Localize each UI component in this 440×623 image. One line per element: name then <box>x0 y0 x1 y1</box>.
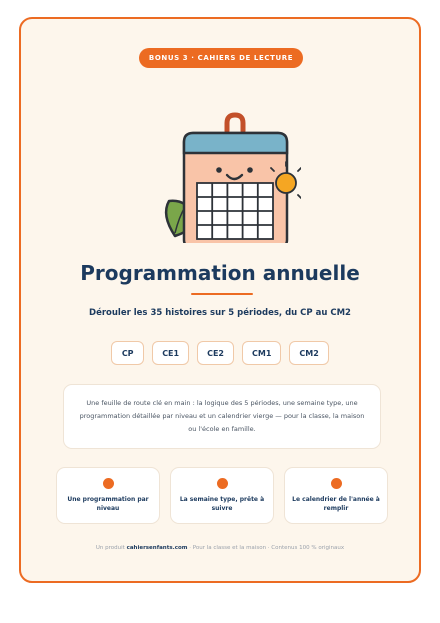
description-text: Une feuille de route clé en main : la logique des 5 périodes, une semaine type, une programmation détaillée par niveau et un calendrier vierge — pour la classe, la maison ou l'école en famille. <box>79 399 365 433</box>
feature-label: Le calendrier de l'année à remplir <box>292 496 380 512</box>
footer-brand-link[interactable]: cahiersenfants.com <box>126 545 188 551</box>
description-box <box>63 384 381 449</box>
feature-list <box>56 467 388 524</box>
level-chips <box>21 341 419 365</box>
calendar-illustration <box>141 93 301 243</box>
bullet-dot-icon <box>103 478 114 489</box>
bullet-dot-icon <box>217 478 228 489</box>
bullet-dot-icon <box>331 478 342 489</box>
level-chip-cm2: CM2 <box>289 341 328 365</box>
feature-card <box>284 467 388 524</box>
feature-label: Une programmation par niveau <box>67 496 149 512</box>
cover-card <box>19 17 421 583</box>
footer-suffix: · Pour la classe et la maison · Contenus 100 % originaux <box>189 545 345 551</box>
level-chip-cm1: CM1 <box>242 341 281 365</box>
title-divider <box>191 293 253 295</box>
section-badge: BONUS 3 · CAHIERS DE LECTURE <box>139 48 303 68</box>
feature-card <box>56 467 160 524</box>
feature-label: La semaine type, prête à suivre <box>179 496 265 512</box>
footer-prefix: Un produit <box>95 545 125 551</box>
subtitle: Dérouler les 35 histoires sur 5 périodes, du CP au CM2 <box>89 308 351 318</box>
level-chip-ce1: CE1 <box>152 341 189 365</box>
footer-note <box>21 545 419 551</box>
page-title: Programmation annuelle <box>80 261 360 285</box>
feature-card <box>170 467 274 524</box>
level-chip-ce2: CE2 <box>197 341 234 365</box>
level-chip-cp: CP <box>111 341 144 365</box>
